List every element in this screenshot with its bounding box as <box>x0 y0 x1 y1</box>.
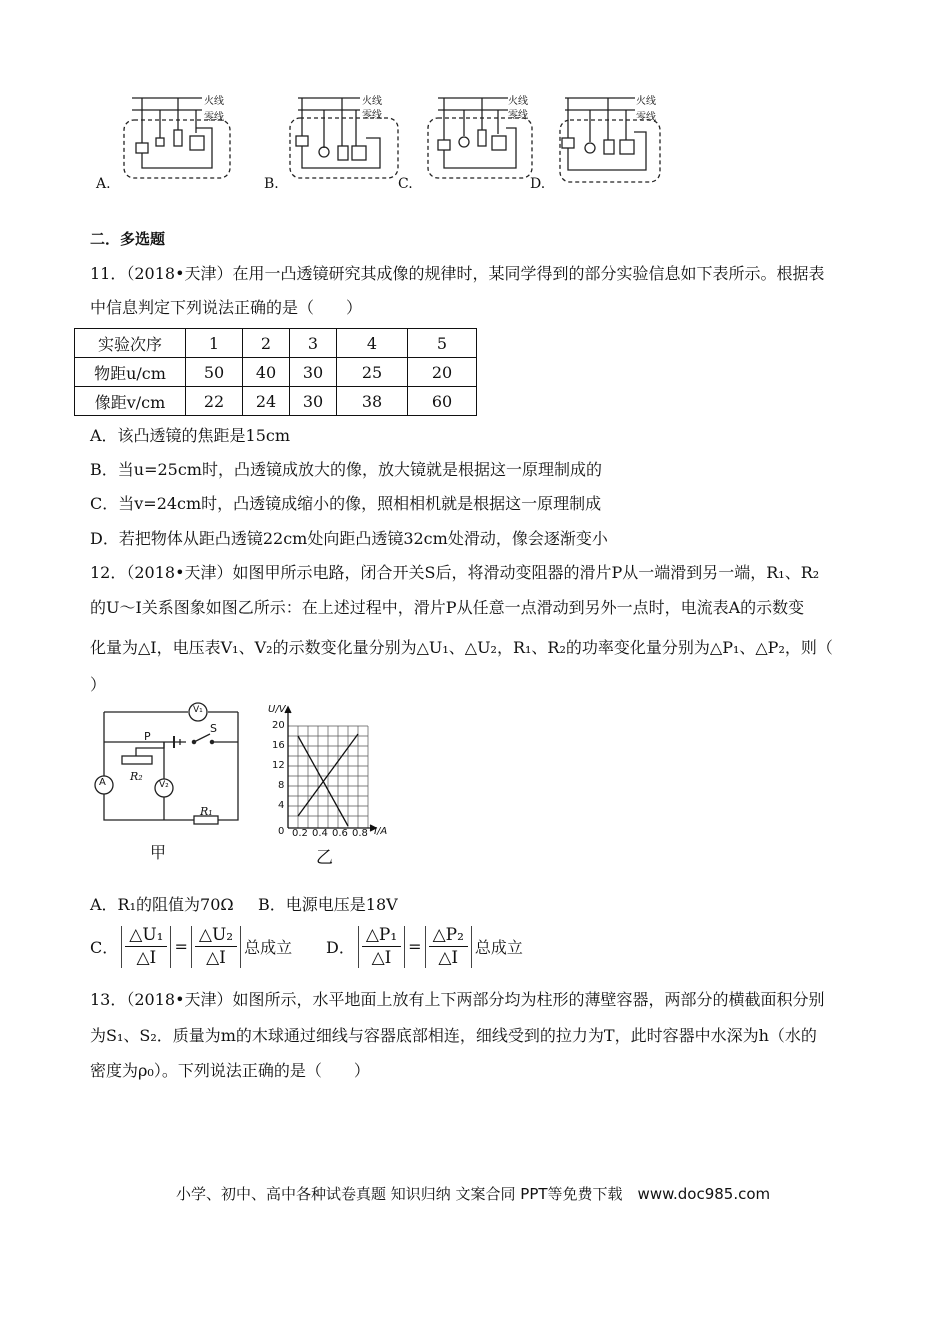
q13-text-line3: 密度为ρ₀）。下列说法正确的是（ ） <box>90 1061 370 1080</box>
q12-text-line4: ） <box>90 675 107 694</box>
fraction-denominator: △I <box>438 948 459 968</box>
q11-option-b: B．当u=25cm时，凸透镜成放大的像，放大镜就是根据这一原理制成的 <box>90 460 602 479</box>
table-cell: 40 <box>243 358 290 387</box>
graph-y-axis-label: U/V <box>268 704 286 715</box>
fraction-dp2-di <box>429 925 468 968</box>
q12-text-line1: 12．（2018•天津）如图甲所示电路，闭合开关S后，将滑动变阻器的滑片P从一端滑到另一端，R₁、R₂ <box>90 563 820 582</box>
graph-x-tick: 0 <box>278 826 285 837</box>
q12-option-d <box>326 925 523 968</box>
table-cell: 60 <box>408 387 477 416</box>
fraction-du2-di <box>195 925 237 968</box>
table-row <box>75 329 477 358</box>
graph-x-axis-label: I/A <box>374 826 388 837</box>
fraction-denominator: △I <box>136 948 157 968</box>
live-wire-label-a: 火线 <box>204 96 224 107</box>
q12-option-c-prefix: C． <box>90 938 119 957</box>
table-cell: 50 <box>186 358 243 387</box>
option-label-a: A. <box>96 176 111 192</box>
table-cell: 24 <box>243 387 290 416</box>
fraction-denominator: △I <box>206 948 226 968</box>
equals-sign: = <box>174 937 188 956</box>
q12-option-c <box>90 925 292 968</box>
figure-caption-yi: 乙 <box>316 848 333 868</box>
q13-text-line2: 为S₁、S₂．质量为m的木球通过细线与容器底部相连，细线受到的拉力为T，此时容器中水深为h（水的 <box>90 1026 817 1045</box>
fraction-denominator: △I <box>371 948 392 968</box>
table-cell: 22 <box>186 387 243 416</box>
label-r1: R₁ <box>200 805 213 818</box>
table-cell: 4 <box>337 329 408 358</box>
q11-option-c: C．当v=24cm时，凸透镜成缩小的像，照相相机就是根据这一原理制成 <box>90 494 602 513</box>
table-row <box>75 358 477 387</box>
live-wire-label-b: 火线 <box>362 96 382 107</box>
neutral-wire-label-b: 零线 <box>362 110 382 121</box>
table-cell: 30 <box>290 387 337 416</box>
fraction-numerator: △P₁ <box>362 925 401 947</box>
q12-option-d-suffix: 总成立 <box>474 938 523 957</box>
graph-y-tick: 20 <box>272 720 285 731</box>
graph-y-tick: 8 <box>278 780 285 791</box>
q11-data-table <box>74 328 477 416</box>
q13-text-line1: 13．（2018•天津）如图所示，水平地面上放有上下两部分均为柱形的薄壁容器，两部分的横截面积分别 <box>90 990 825 1009</box>
neutral-wire-label-a: 零线 <box>204 112 224 123</box>
label-v1: V₁ <box>193 705 203 715</box>
option-label-b: B. <box>264 176 279 192</box>
graph-x-tick: 0.2 <box>292 828 308 839</box>
label-switch-s: S <box>210 722 217 735</box>
fraction-numerator: △U₂ <box>195 925 237 947</box>
graph-x-tick: 0.8 <box>352 828 368 839</box>
table-cell: 30 <box>290 358 337 387</box>
live-wire-label-c: 火线 <box>508 96 528 107</box>
label-slider-p: P <box>144 730 151 743</box>
table-cell: 实验次序 <box>75 329 186 358</box>
table-cell: 2 <box>243 329 290 358</box>
neutral-wire-label-c: 零线 <box>508 110 528 121</box>
table-cell: 5 <box>408 329 477 358</box>
q12-option-d-prefix: D． <box>326 938 355 957</box>
q12-text-line3: 化量为△I，电压表V₁、V₂的示数变化量分别为△U₁、△U₂，R₁、R₂的功率变化量分别为△P₁、△P₂，则（ <box>90 638 833 657</box>
table-cell: 3 <box>290 329 337 358</box>
graph-y-tick: 12 <box>272 760 285 771</box>
fraction-numerator: △U₁ <box>125 925 167 947</box>
table-cell: 25 <box>337 358 408 387</box>
q12-text-line2: 的U～I关系图象如图乙所示：在上述过程中，滑片P从任意一点滑动到另外一点时，电流表A的示数变 <box>90 598 805 617</box>
figure-caption-jia: 甲 <box>150 843 167 862</box>
table-cell: 像距v/cm <box>75 387 186 416</box>
q12-option-c-suffix: 总成立 <box>244 938 293 957</box>
q12-option-b: B．电源电压是18V <box>258 895 398 914</box>
graph-y-tick: 16 <box>272 740 285 751</box>
q12-option-a: A．R₁的阻值为70Ω <box>90 895 234 914</box>
graph-y-tick: 4 <box>278 800 285 811</box>
fraction-dp1-di <box>362 925 401 968</box>
graph-x-tick: 0.4 <box>312 828 328 839</box>
q11-text-line1: 11．（2018•天津）在用一凸透镜研究其成像的规律时，某同学得到的部分实验信息如下表所示。根据表 <box>90 264 825 283</box>
q11-option-d: D．若把物体从距凸透镜22cm处向距凸透镜32cm处滑动，像会逐渐变小 <box>90 529 608 548</box>
rheostat-r2-icon <box>122 756 152 764</box>
table-row <box>75 387 477 416</box>
fraction-numerator: △P₂ <box>429 925 468 947</box>
label-ammeter: A <box>99 777 106 788</box>
section-title: 二．多选题 <box>90 230 166 248</box>
circuit-diagram-jia <box>90 700 250 830</box>
table-cell: 物距u/cm <box>75 358 186 387</box>
label-r2: R₂ <box>130 770 143 783</box>
q11-text-line2: 中信息判定下列说法正确的是（ ） <box>90 298 363 317</box>
equals-sign: = <box>408 937 422 956</box>
graph-x-tick: 0.6 <box>332 828 348 839</box>
fraction-du1-di <box>125 925 167 968</box>
q11-option-a: A．该凸透镜的焦距是15cm <box>90 426 291 445</box>
page-footer: 小学、初中、高中各种试卷真题 知识归纳 文案合同 PPT等免费下载 www.doc985.com <box>176 1185 771 1203</box>
neutral-wire-label-d: 零线 <box>636 112 656 123</box>
table-cell: 20 <box>408 358 477 387</box>
table-cell: 38 <box>337 387 408 416</box>
option-label-c: C. <box>398 176 413 192</box>
option-label-d: D. <box>530 176 546 192</box>
live-wire-label-d: 火线 <box>636 96 656 107</box>
table-cell: 1 <box>186 329 243 358</box>
label-v2: V₂ <box>159 780 169 790</box>
